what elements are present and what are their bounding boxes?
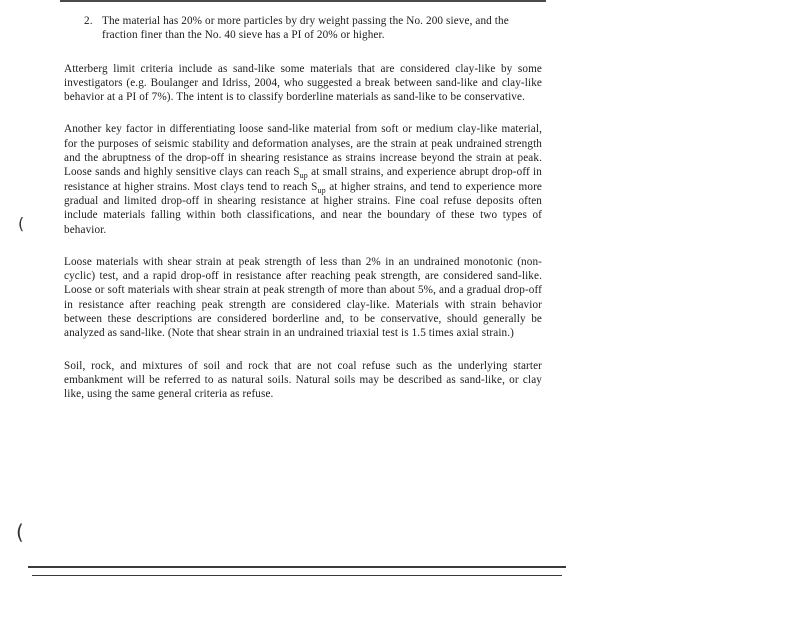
list-item-number: 2. — [84, 15, 93, 27]
list-item-text: The material has 20% or more particles by dry weight passing the No. 200 sieve, and the fraction finer than the No. 40 sieve has a PI of 20% or higher. — [102, 15, 509, 42]
strain-factor-text-3: at higher strains, and tend to experience more gradual and limited drop-off in shearing resistance at higher strains. Fine coal refuse deposits often include materials falling within both classifications, and near the boundary of these two types of behavior. — [64, 180, 542, 236]
bottom-scan-rule-secondary — [32, 575, 562, 576]
top-scan-rule — [60, 0, 546, 2]
document-page — [64, 14, 542, 420]
criteria-list-item — [64, 14, 542, 43]
natural-soils-paragraph: Soil, rock, and mixtures of soil and rock that are not coal refuse such as the underlying starter embankment will be referred to as natural soils. Natural soils may be described as sand-like, or clay like, using the same general criteria as refuse. — [64, 359, 542, 401]
strain-factor-subscript-1: up — [299, 171, 308, 181]
atterberg-paragraph: Atterberg limit criteria include as sand-like some materials that are considered clay-like by some investigators (e.g. Boulanger and Idriss, 2004, who suggested a break between sand-like and clay-like behavior at a PI of 7%). The intent is to classify borderline materials as sand-like to be conservative. — [64, 62, 542, 104]
strain-factor-text-2: at small strains, and experience abrupt drop-off in resistance at higher strains. Most clays tend to reach S — [64, 166, 542, 193]
strain-factor-paragraph — [64, 122, 542, 236]
strain-factor-subscript-2: up — [317, 185, 326, 195]
shear-strain-paragraph: Loose materials with shear strain at peak strength of less than 2% in an undrained monotonic (non-cyclic) test, and a rapid drop-off in resistance after reaching peak strength, are considered sand-like. Loose or soft materials with shear strain at peak strength of more than about 5%, and a gradual drop-off in resistance after reaching peak strength are considered clay-like. Materials with strain behavior between these descriptions are considered borderline and, to be conservative, should generally be analyzed as sand-like. (Note that shear strain in an undrained triaxial test is 1.5 times axial strain.) — [64, 255, 542, 340]
margin-bracket-mark: ( — [18, 214, 25, 233]
strain-factor-text-1: Another key factor in differentiating loose sand-like material from soft or medium clay-like material, for the purposes of seismic stability and deformation analyses, are the strain at peak undrained strength and the abruptness of the drop-off in shearing resistance as strains increase beyond the strain at peak. Loose sands and highly sensitive clays can reach S — [64, 123, 542, 179]
margin-bracket-mark: ( — [16, 520, 24, 544]
bottom-scan-rule — [28, 566, 566, 568]
